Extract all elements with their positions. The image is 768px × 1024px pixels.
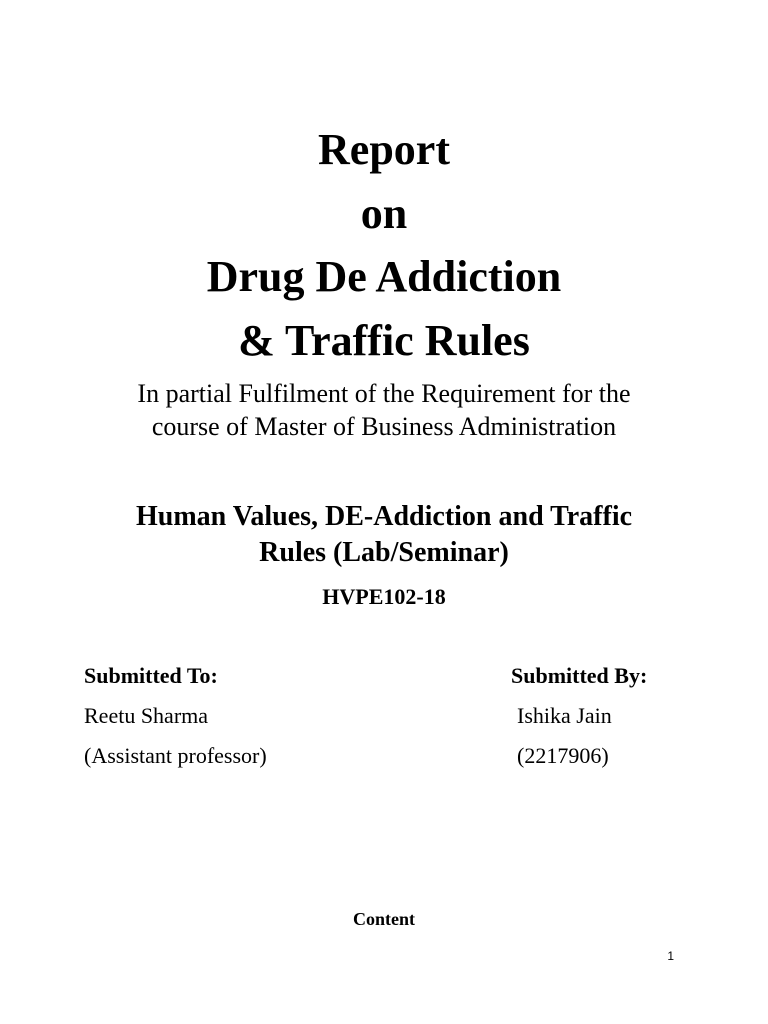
submitted-by-heading: Submitted By: bbox=[511, 663, 648, 688]
submitted-by-name: Ishika Jain bbox=[517, 703, 612, 728]
subtitle-line-1: In partial Fulfilment of the Requirement for the bbox=[137, 379, 631, 408]
report-title-line-1: Report bbox=[318, 125, 450, 174]
page-number: 1 bbox=[667, 949, 674, 963]
submitted-to-heading: Submitted To: bbox=[84, 663, 218, 688]
submitted-to-role: (Assistant professor) bbox=[84, 743, 267, 768]
submitted-to-name: Reetu Sharma bbox=[84, 703, 209, 728]
report-title-line-3: Drug De Addiction bbox=[206, 252, 562, 301]
submitted-by-id: (2217906) bbox=[517, 743, 609, 768]
submitted-to-block bbox=[84, 663, 267, 769]
submitted-by-block bbox=[511, 663, 647, 769]
subtitle-line-2: course of Master of Business Administration bbox=[151, 412, 617, 441]
course-title-line-1: Human Values, DE-Addiction and Traffic bbox=[135, 501, 633, 532]
course-code: HVPE102-18 bbox=[322, 584, 446, 609]
course-title-line-2: Rules (Lab/Seminar) bbox=[259, 537, 509, 568]
report-title-line-4: & Traffic Rules bbox=[238, 316, 530, 365]
report-title-line-2: on bbox=[360, 189, 408, 238]
content-heading: Content bbox=[353, 909, 415, 929]
